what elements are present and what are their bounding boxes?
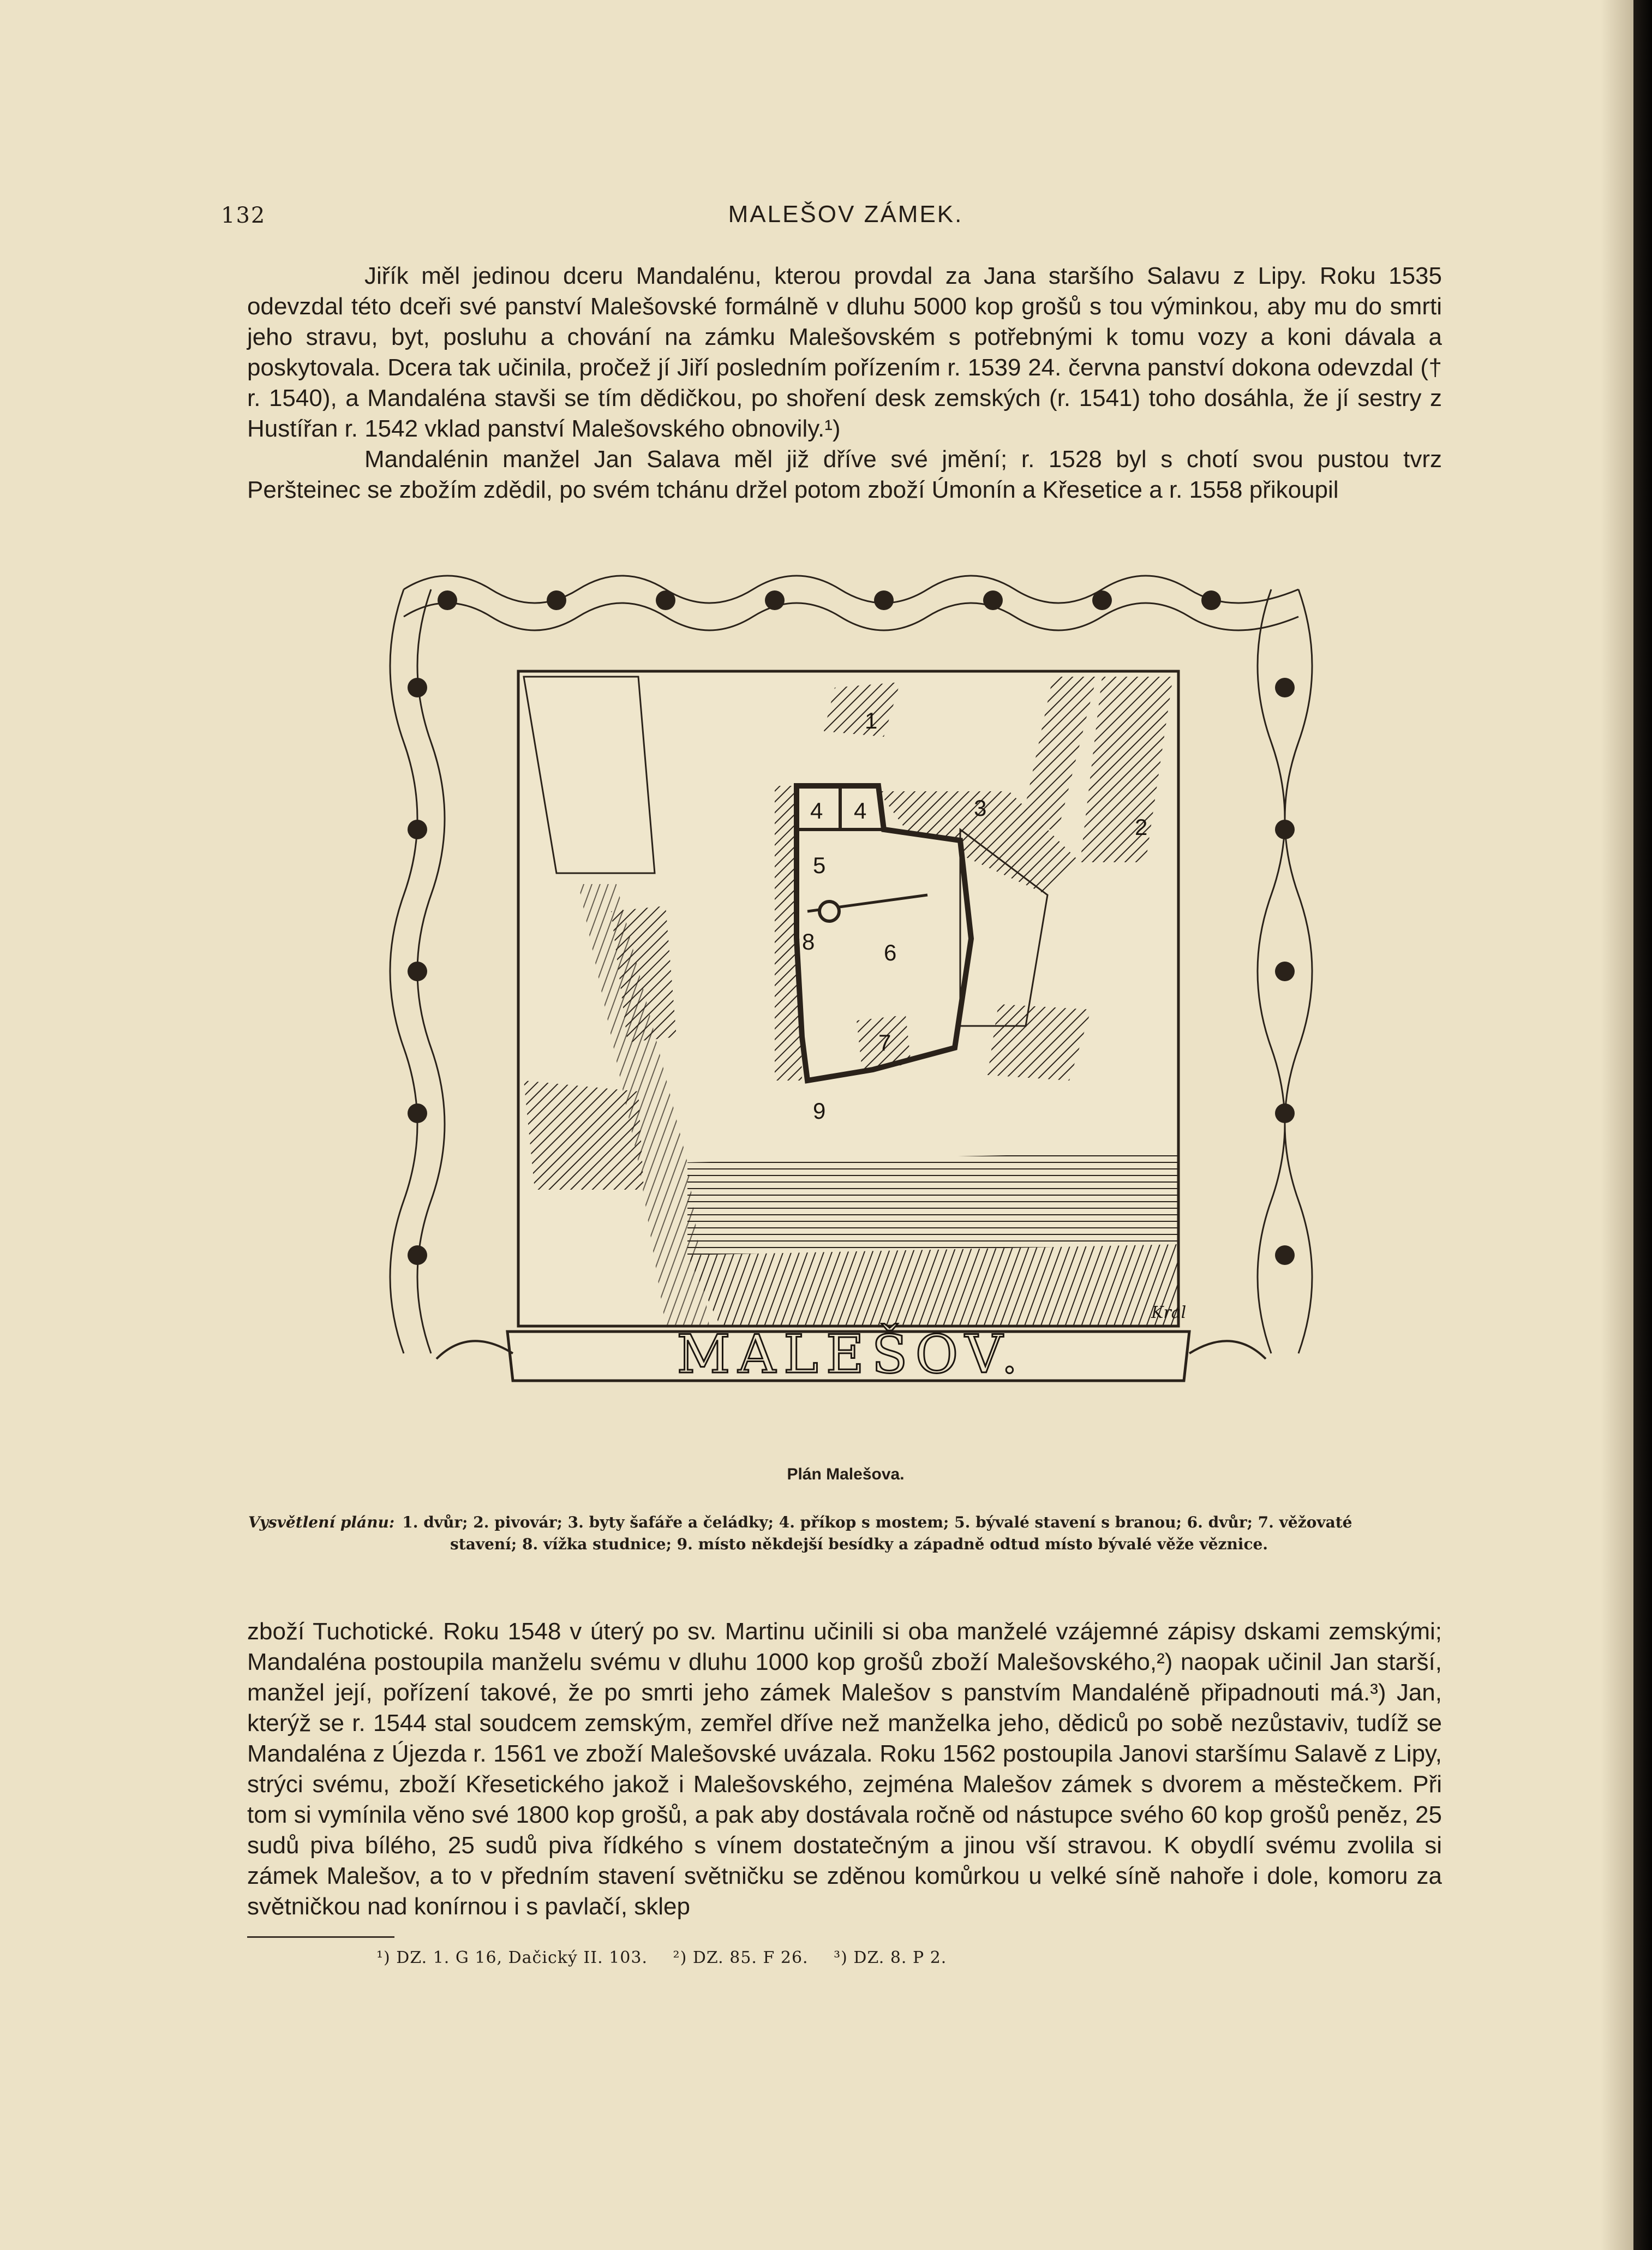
footnote-3: ³) DZ. 8. P 2. — [834, 1948, 947, 1967]
plan-number-4a: 4 — [810, 798, 823, 823]
plan-number-9: 9 — [813, 1098, 826, 1124]
malesov-plan-figure — [382, 557, 1320, 1452]
footnote-rule — [247, 1936, 394, 1938]
map-title: MALEŠOV. — [677, 1324, 1026, 1385]
plan-number-5: 5 — [813, 852, 826, 878]
figure-caption: Plán Malešova. — [787, 1465, 905, 1483]
footnote-2: ²) DZ. 85. F 26. — [673, 1948, 809, 1967]
footnotes — [376, 1948, 966, 1967]
legend-line-1 — [248, 1512, 1443, 1533]
field-south — [687, 1244, 1178, 1326]
page-number: 132 — [221, 203, 266, 228]
figure-legend — [248, 1512, 1443, 1555]
scan-page-fold — [1601, 0, 1633, 2250]
artist-signature: Kral — [1151, 1303, 1187, 1322]
well-tower-8 — [819, 902, 839, 921]
running-title: MALEŠOV ZÁMEK. — [728, 201, 963, 228]
scan-edge — [1633, 0, 1652, 2250]
plan-number-7: 7 — [878, 1030, 891, 1055]
paragraph-1: Jiřík měl jedinou dceru Mandalénu, kterou provdal za Jana staršího Salavu z Lipy. Roku 1535 odevzdal této dceři své panství Malešovské formálně v dluhu 5000 kop grošů s tou výminkou, aby mu do smrti jeho stravu, byt, posluhu a chování na zámku Malešovském s potřebnými k tomu vozy a koni dávala a poskytovala. Dcera tak učinila, pročež jí Jiří posledním pořízením r. 1539 24. června panství dokona odevzdal († r. 1540), a Mandaléna stavši se tím dědičkou, po shoření desk zemských (r. 1541) toho dosáhla, že jí sestry z Hustířan r. 1542 vklad panství Malešovského obnovily.¹) — [247, 262, 1442, 442]
text-block-bottom — [247, 1616, 1442, 1922]
paragraph-2: Mandalénin manžel Jan Salava měl již dříve své jmění; r. 1528 byl s chotí svou pustou tvrz Peršteinec se zbožím zdědil, po svém tchánu držel potom zboží Úmonín a Křesetice a r. 1558 přikoupil — [247, 446, 1442, 503]
text-block-top — [247, 261, 1442, 505]
building-west — [524, 1081, 644, 1190]
plan-number-3: 3 — [974, 795, 987, 821]
plan-number-6: 6 — [884, 940, 897, 965]
paragraph-3: zboží Tuchotické. Roku 1548 v úterý po sv. Martinu učinili si oba manželé vzájemné zápisy dskami zemskými; Mandaléna postoupila manželu svému v dluhu 1000 kop grošů zboží Malešovského,²) naopak učinil Jan starší, manžel její, pořízení takové, že po smrti jeho zámek Malešov s panstvím Mandaléně připadnouti má.³) Jan, kterýž se r. 1544 stal soudcem zemským, zemřel dříve než manželka jeho, dědiců po sobě nezůstaviv, tudíž se Mandaléna z Újezda r. 1561 ve zboží Malešovské uvázala. Roku 1562 postoupila Janovi staršímu Salavě z Lipy, strýci svému, zboží Křesetického jakož i Malešovského, zejména Malešov zámek s dvorem a městečkem. Při tom si vymínila věno své 1800 kop grošů, a pak aby dostávala ročně od nástupce svého 60 kop grošů peněz, 25 sudů piva bílého, 25 sudů piva řídkého s vínem dostatečným a jinou vší stravou. K obydlí svému zvolila si zámek Malešov, a to v předním stavení světničku se zděnou komůrkou u velké síně nahoře i dole, komoru za světničkou nad konírnou i s pavlačí, sklep — [247, 1618, 1442, 1920]
plan-number-8: 8 — [802, 929, 815, 954]
river — [687, 1151, 1178, 1255]
legend-line-2: stavení; 8. vížka studnice; 9. místo někdejší besídky a západně odtud místo bývalé věže věznice. — [450, 1535, 1268, 1553]
plan-number-1: 1 — [865, 708, 878, 733]
footnote-1: ¹) DZ. 1. G 16, Dačický II. 103. — [376, 1948, 648, 1967]
legend-label: Vysvětlení plánu: — [248, 1513, 395, 1531]
plan-number-2: 2 — [1135, 814, 1148, 840]
legend-text-1: 1. dvůr; 2. pivovár; 3. byty šafáře a čeládky; 4. příkop s mostem; 5. bývalé stavení s branou; 6. dvůr; 7. věžovaté — [402, 1513, 1352, 1531]
plan-number-4b: 4 — [854, 798, 867, 823]
